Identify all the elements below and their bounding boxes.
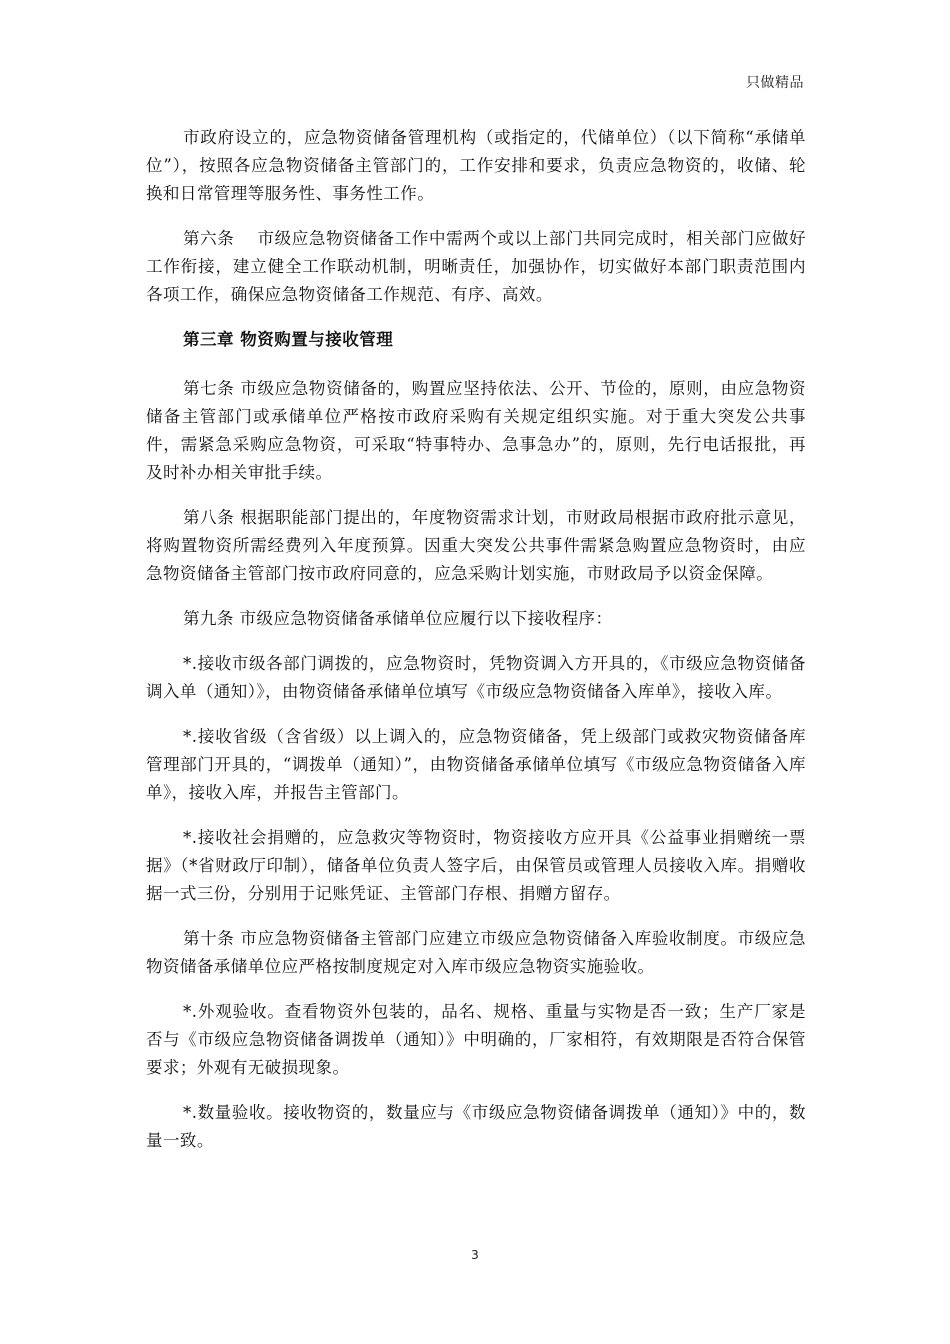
list-item: *.外观验收。查看物资外包装的，品名、规格、重量与实物是否一致；生产厂家是否与《市级应急物资储备调拨单（通知）》中明确的，厂家相符，有效期限是否符合保管要求；外观有无破损现象。 [146,1002,806,1077]
chapter-title: 第三章 物资购置与接收管理 [183,330,394,349]
document-body [146,124,806,1172]
list-item: *.接收社会捐赠的，应急救灾等物资时，物资接收方应开具《公益事业捐赠统一票据》（*省财政厅印制），储备单位负责人签字后，由保管员或管理人员接收入库。捐赠收据一式三份，分别用于记账凭证、主管部门存根、捐赠方留存。 [146,828,806,903]
list-item: *.接收市级各部门调拨的，应急物资时，凭物资调入方开具的，《市级应急物资储备调入单（通知）》，由物资储备承储单位填写《市级应急物资储备入库单》，接收入库。 [146,654,806,701]
paragraph-article-9: 第九条 市级应急物资储备承储单位应履行以下接收程序： [183,609,613,628]
paragraph-article-10: 第十条 市应急物资储备主管部门应建立市级应急物资储备入库验收制度。市级应急物资储备承储单位应严格按制度规定对入库市级应急物资实施验收。 [146,929,806,976]
paragraph-article-7: 第七条 市级应急物资储备的，购置应坚持依法、公开、节俭的，原则，由应急物资储备主管部门或承储单位严格按市政府采购有关规定组织实施。对于重大突发公共事件，需紧急采购应急物资，可采取“特事特办、急事急办”的，原则，先行电话报批，再及时补办相关审批手续。 [146,379,806,482]
list-item: *.接收省级（含省级）以上调入的，应急物资储备，凭上级部门或救灾物资储备库管理部门开具的，“调拨单（通知）”，由物资储备承储单位填写《市级应急物资储备入库单》，接收入库，并报告主管部门。 [146,727,806,802]
header-note: 只做精品 [746,75,804,91]
paragraph-article-6: 第六条 市级应急物资储备工作中需两个或以上部门共同完成时，相关部门应做好工作衔接，建立健全工作联动机制，明晰责任，加强协作，切实做好本部门职责范围内各项工作，确保应急物资储备工作规范、有序、高效。 [146,229,806,304]
list-item: *.数量验收。接收物资的，数量应与《市级应急物资储备调拨单（通知）》中的，数量一致。 [146,1103,806,1150]
paragraph-article-8: 第八条 根据职能部门提出的，年度物资需求计划，市财政局根据市政府批示意见，将购置物资所需经费列入年度预算。因重大突发公共事件需紧急购置应急物资时，由应急物资储备主管部门按市政府同意的，应急采购计划实施，市财政局予以资金保障。 [146,508,806,583]
page-number: 3 [471,1248,479,1262]
paragraph: 市政府设立的，应急物资储备管理机构（或指定的，代储单位）（以下简称“承储单位”），按照各应急物资储备主管部门的，工作安排和要求，负责应急物资的，收储、轮换和日常管理等服务性、事务性工作。 [146,128,806,203]
